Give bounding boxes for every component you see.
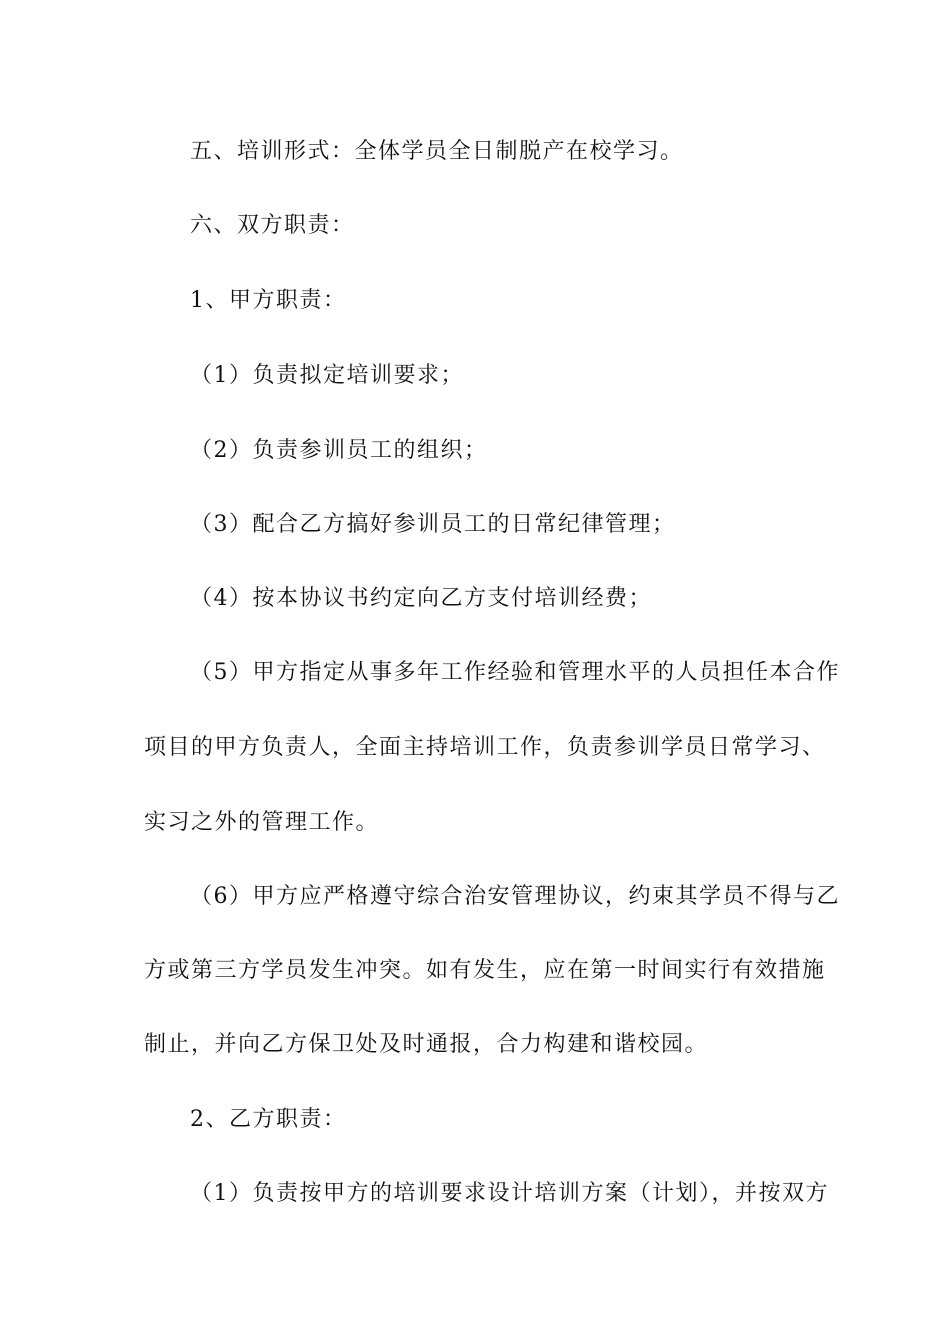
section-5-training-format: 五、培训形式：全体学员全日制脱产在校学习。 [190,139,684,164]
party-b-responsibilities-heading: 2、乙方职责： [190,1107,347,1132]
party-a-item-2: （2）负责参训员工的组织； [190,438,488,463]
party-a-item-3: （3）配合乙方搞好参训员工的日常纪律管理； [190,512,676,537]
party-a-item-6-line-3: 制止，并向乙方保卫处及时通报，合力构建和谐校园。 [144,1032,709,1057]
party-b-item-1-line-1: （1）负责按甲方的培训要求设计培训方案（计划），并按双方 [190,1181,829,1206]
party-a-item-6-line-2: 方或第三方学员发生冲突。如有发生，应在第一时间实行有效措施 [144,958,826,983]
party-a-item-4: （4）按本协议书约定向乙方支付培训经费； [190,586,652,611]
section-6-responsibilities-heading: 六、双方职责： [190,213,355,238]
party-a-item-5-line-3: 实习之外的管理工作。 [144,810,380,835]
party-a-item-6-line-1: （6）甲方应严格遵守综合治安管理协议，约束其学员不得与乙 [190,884,840,909]
party-a-responsibilities-heading: 1、甲方职责： [190,288,347,313]
party-a-item-5-line-2: 项目的甲方负责人，全面主持培训工作，负责参训学员日常学习、 [144,735,826,760]
party-a-item-1: （1）负责拟定培训要求； [190,363,464,388]
party-a-item-5-line-1: （5）甲方指定从事多年工作经验和管理水平的人员担任本合作 [190,660,840,685]
